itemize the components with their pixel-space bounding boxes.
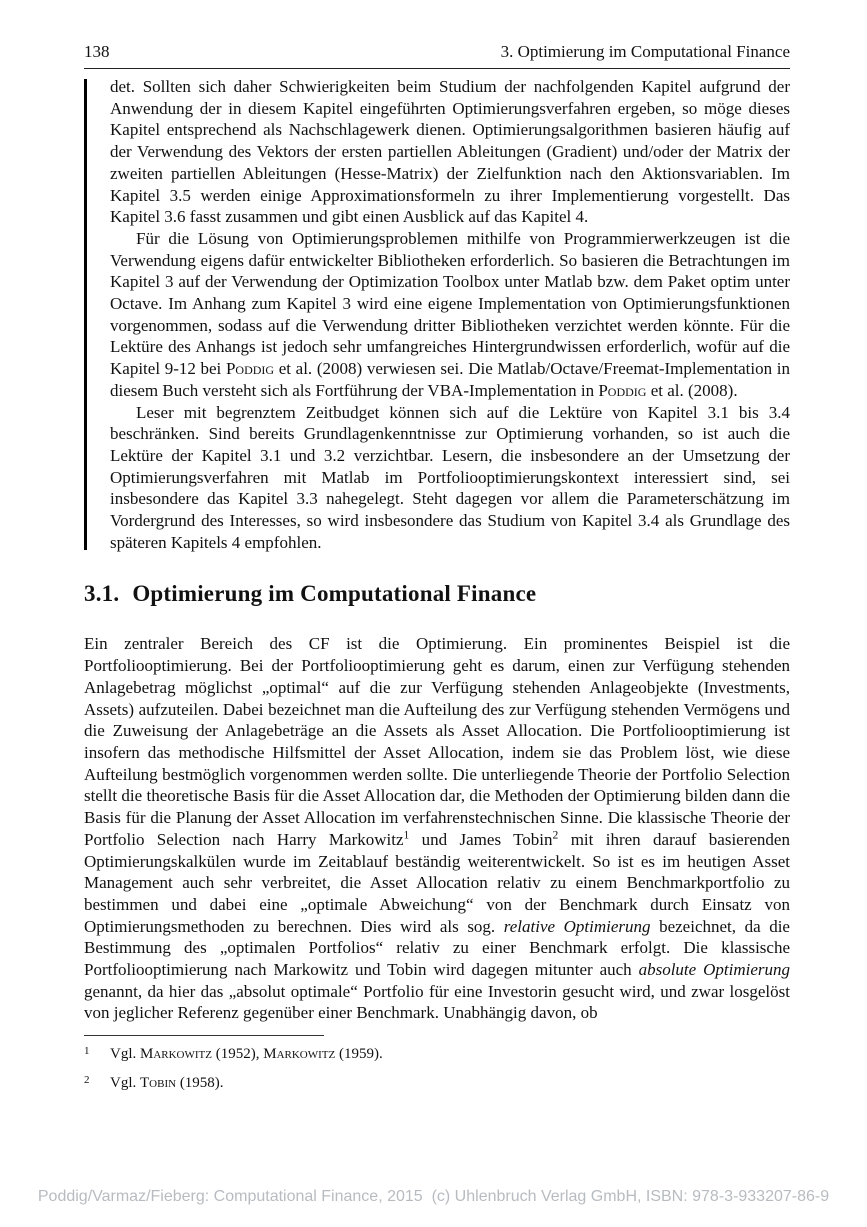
section-heading: [84, 580, 790, 608]
footnote-area: [84, 1035, 790, 1093]
footnote-text: Vgl. Markowitz (1952), Markowitz (1959).: [110, 1046, 383, 1063]
intro-paragraph: Für die Lösung von Optimierungsproblemen mithilfe von Programmierwerkzeugen ist die Verwendung eigens dafür entwickelter Bibliotheken erforderlich. So basieren die Betrachtungen im Kapitel 3 auf der Verwendung der Optimization Toolbox unter Matlab bzw. dem Paket optim unter Octave. Im Anhang zum Kapitel 3 wird eine eigene Implementation von Optimierungsfunktionen vorgenommen, sodass auf die Verwendung dritter Bibliotheken verzichtet werden könnte. Für die Lektüre des Anhangs ist jedoch sehr umfangreiches Hintergrundwissen erforderlich, wofür auf die Kapitel 9-12 bei Poddig et al. (2008) verwiesen sei. Die Matlab/Octave/Freemat-Implementation in diesem Buch versteht sich als Fortführung der VBA-Implementation in Poddig et al. (2008).: [110, 228, 791, 400]
intro-paragraph: Leser mit begrenztem Zeitbudget können sich auf die Lektüre von Kapitel 3.1 bis 3.4 beschränken. Sind bereits Grundlagenkenntnisse zur Optimierung vorhanden, so ist auch die Lektüre der Kapitel 3.1 und 3.2 verzichtbar. Lesern, die insbesondere an der Umsetzung der Optimierungsverfahren mit Matlab im Portfoliooptimierungskontext interessiert sind, sei insbesondere das Kapitel 3.3 nahegelegt. Steht dagegen vor allem die Parameterschätzung im Vordergrund des Interesses, so wird insbesondere das Studium von Kapitel 3.4 als Grundlage des späteren Kapitels 4 empfohlen.: [110, 402, 790, 552]
copyright-footer: Poddig/Varmaz/Fieberg: Computational Finance, 2015 (c) Uhlenbruch Verlag GmbH, ISBN: 978-3-933207-86-9: [37, 1188, 830, 1205]
page-number: 138: [84, 42, 110, 61]
running-header-title: 3. Optimierung im Computational Finance: [500, 42, 790, 61]
footnote: [84, 1074, 790, 1093]
text-column: [84, 76, 790, 1103]
footnote-text: Vgl. Tobin (1958).: [110, 1075, 224, 1092]
chapter-intro-block: [110, 76, 790, 553]
margin-change-bar: [84, 79, 87, 550]
running-header: [84, 42, 790, 69]
footnote: [84, 1045, 790, 1064]
footnote-rule: [84, 1035, 324, 1036]
section-number: 3.1.: [84, 581, 120, 607]
footnote-marker: 2: [84, 1074, 90, 1087]
section-paragraph: Ein zentraler Bereich des CF ist die Optimierung. Ein prominentes Beispiel ist die Portfoliooptimierung. Bei der Portfoliooptimierung geht es darum, einen zur Verfügung stehenden Anlagebetrag möglichst „optimal“ auf die zur Verfügung stehenden Anlageobjekte (Investments, Assets) aufzuteilen. Dabei bezeichnet man die Aufteilung des zur Verfügung stehenden Vermögens und die Zuweisung der Anlagebeträge an die Assets als Asset Allocation. Die Portfoliooptimierung ist insofern das methodische Hilfsmittel der Asset Allocation, indem sie das Problem löst, wie diese Aufteilung bestmöglich vorgenommen werden sollte. Die unterliegende Theorie der Portfolio Selection stellt die theoretische Basis für die Asset Allocation dar, die Methoden der Optimierung bilden dann die Basis für die Planung der Asset Allocation im verfahrenstechnischen Sinne. Die klassische Theorie der Portfolio Selection nach Harry Markowitz$^1$ und James Tobin$^2$ mit ihren darauf basierenden Optimierungskalkülen wurde im Zeitablauf beständig weiterentwickelt. So ist es im heutigen Asset Management auch sehr verbreitet, die Asset Allocation relativ zu einem Benchmarkportfolio zu bestimmen und dabei eine „optimale Abweichung“ von der Benchmark durch Einsatz von Optimierungsmethoden zu berechnen. Dies wird als sog. relative Optimierung bezeichnet, da die Bestimmung des „optimalen Portfolios“ relativ zu einer Benchmark erfolgt. Die klassische Portfoliooptimierung nach Markowitz und Tobin wird dagegen mitunter auch absolute Optimierung genannt, da hier das „absolut optimale“ Portfolio für eine Investorin gesucht wird, und zwar losgelöst von jeglicher Referenz gegenüber einer Benchmark. Unabhängig davon, ob: [84, 634, 791, 1023]
footnote-marker: 1: [84, 1045, 90, 1058]
intro-paragraph: det. Sollten sich daher Schwierigkeiten beim Studium der nachfolgenden Kapitel aufgrund der Anwendung der in diesem Kapitel eingeführten Optimierungsverfahren ergeben, so möge dieses Kapitel entsprechend als Nachschlagewerk dienen. Optimierungsalgorithmen basieren häufig auf der Verwendung des Vektors der ersten partiellen Ableitungen (Gradient) und/oder der Matrix der zweiten partiellen Ableitungen (Hesse-Matrix) der Zielfunktion nach den Aktionsvariablen. Im Kapitel 3.5 werden einige Approximationsformeln zu ihrer Implementierung vorgestellt. Das Kapitel 3.6 fasst zusammen und gibt einen Ausblick auf das Kapitel 4.: [110, 77, 790, 227]
section-title: Optimierung im Computational Finance: [132, 581, 537, 607]
